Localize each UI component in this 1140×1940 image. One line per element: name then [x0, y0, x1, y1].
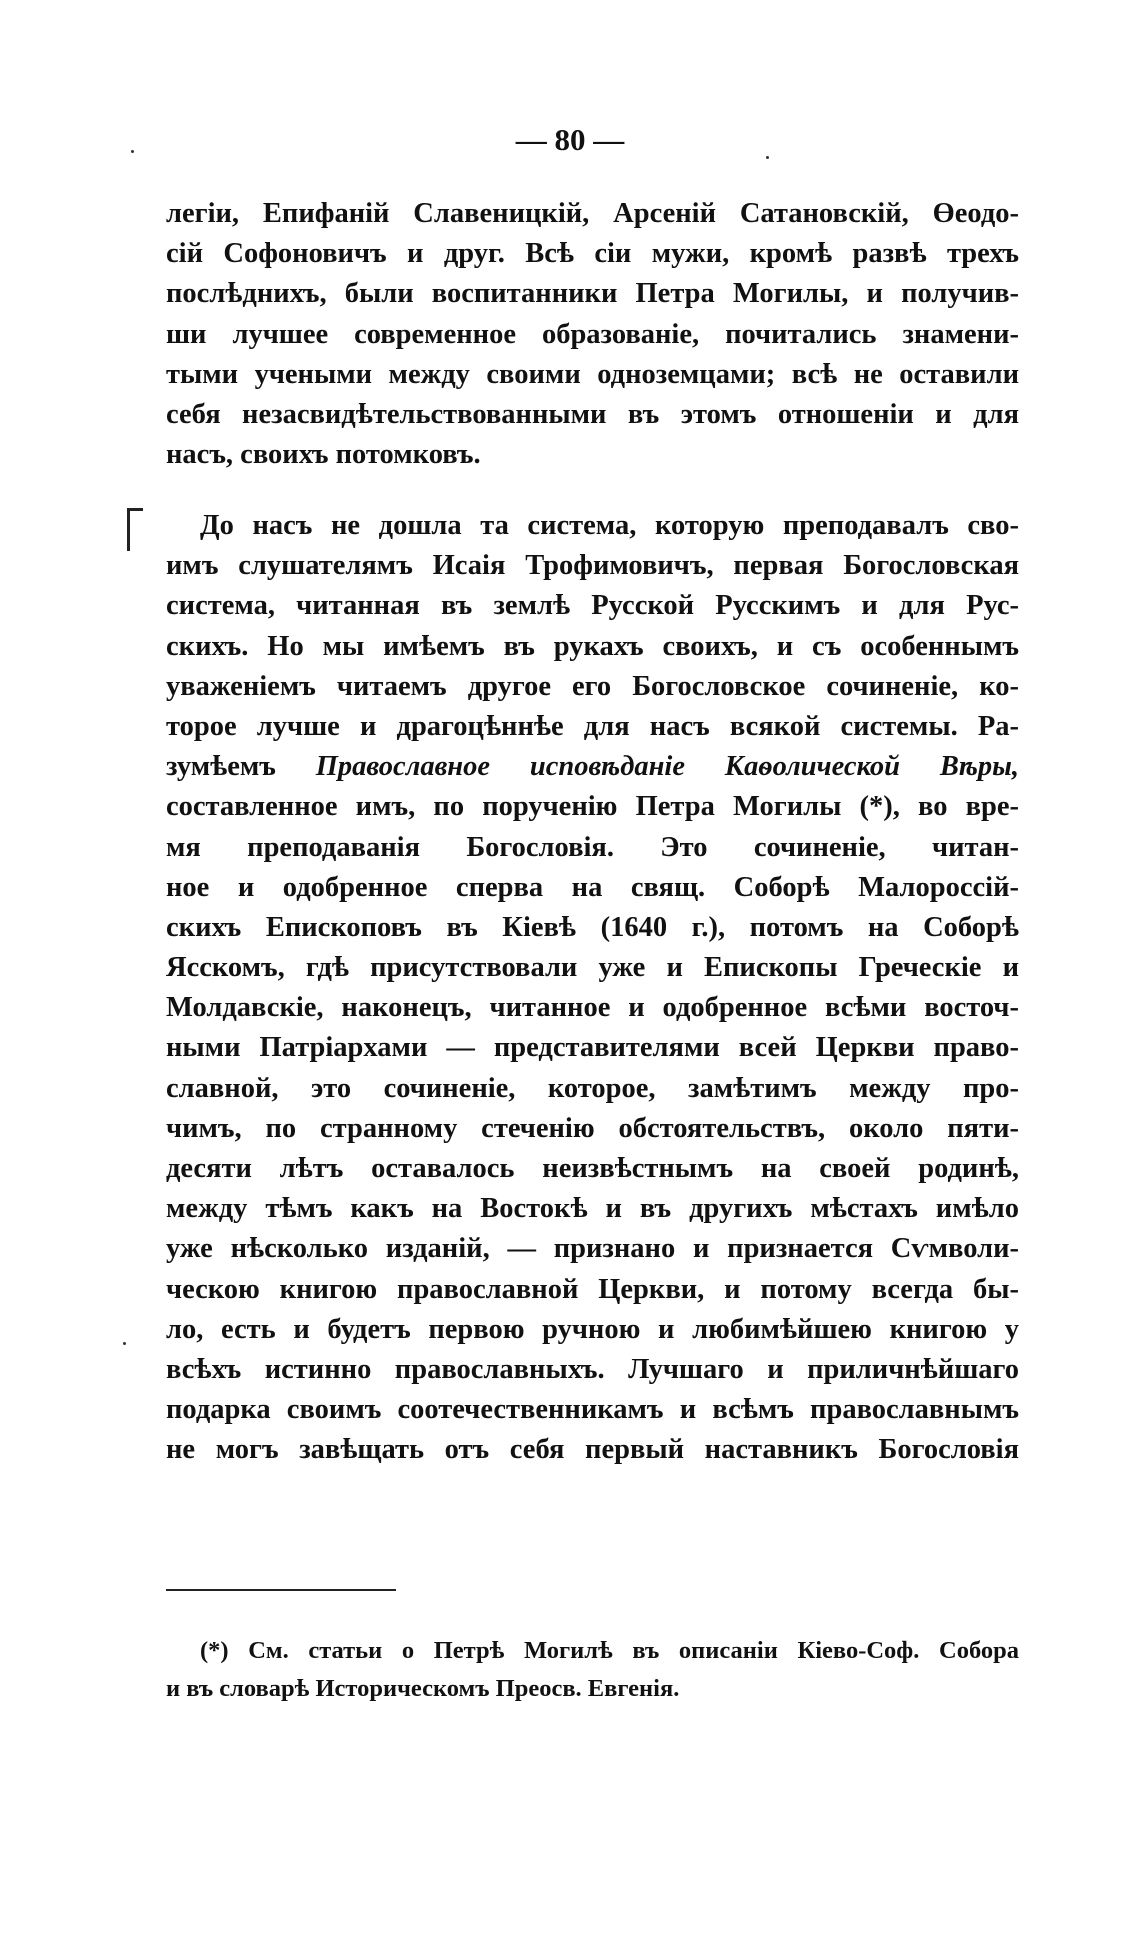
- text-line: имъ слушателямъ Исаія Трофимовичъ, первая Богословская: [166, 550, 1019, 582]
- text-line: составленное имъ, по порученію Петра Могилы (*), во вре-: [166, 791, 1019, 823]
- paragraph-rest: [166, 787, 1019, 1470]
- footnote: [166, 1632, 1019, 1708]
- text-line: Ясскомъ, гдѣ присутствовали уже и Епископы Греческіе и: [166, 952, 1019, 984]
- text-line: уже нѣсколько изданій, — признано и признается Сѵмволи-: [166, 1233, 1019, 1265]
- footnote-line: и въ словарѣ Историческомъ Преосв. Евгенія.: [166, 1675, 680, 1702]
- paragraph-main: [166, 506, 1019, 1471]
- text-line: торое лучше и драгоцѣннѣе для насъ всякой системы. Ра-: [166, 710, 1019, 742]
- text-line: насъ, своихъ потомковъ.: [166, 439, 481, 471]
- text-line: послѣднихъ, были воспитанники Петра Могилы, и получив-: [166, 278, 1019, 310]
- margin-bracket-mark: [127, 508, 143, 551]
- page-number: — 80 —: [515, 122, 625, 157]
- italic-book-title: Православное исповѣданіе Каѳолической Вѣры,: [315, 751, 1019, 783]
- footnote-line: (*) См. статьи о Петрѣ Могилѣ въ описаніи Кіево-Соф. Собора: [200, 1637, 1019, 1664]
- text-line: подарка своимъ соотечественникамъ и всѣмъ православнымъ: [166, 1394, 1019, 1426]
- text-line: ческою книгою православной Церкви, и потому всегда бы-: [166, 1273, 1019, 1305]
- text-line: не могъ завѣщать отъ себя первый наставникъ Богословія: [166, 1434, 1019, 1466]
- text-line: десяти лѣтъ оставалось неизвѣстнымъ на своей родинѣ,: [166, 1153, 1019, 1184]
- text-line: До насъ не дошла та система, которую преподавалъ сво-: [200, 510, 1019, 541]
- text-line-with-title: [166, 747, 1019, 787]
- text-line: чимъ, по странному стеченію обстоятельствъ, около пяти-: [166, 1112, 1019, 1144]
- text-segment: зумѣемъ: [166, 751, 276, 783]
- text-line: скихъ. Но мы имѣемъ въ рукахъ своихъ, и съ особеннымъ: [166, 630, 1019, 662]
- text-line: всѣхъ истинно православныхъ. Лучшаго и приличнѣйшаго: [166, 1353, 1019, 1385]
- text-line: уваженіемъ читаемъ другое его Богословское сочиненіе, ко-: [166, 670, 1019, 702]
- text-line: мя преподаванія Богословія. Это сочиненіе, читан-: [166, 831, 1019, 863]
- text-line: славной, это сочиненіе, которое, замѣтимъ между про-: [166, 1072, 1019, 1104]
- print-speck: [766, 156, 769, 159]
- paragraph-continuation: [166, 194, 1019, 475]
- text-line: легіи, Епифаній Славеницкій, Арсеній Сатановскій, Өеодо-: [166, 198, 1019, 229]
- print-speck: [123, 1342, 126, 1345]
- text-line: Молдавскіе, наконецъ, читанное и одобренное всѣми восточ-: [166, 992, 1019, 1024]
- text-line: сій Софоновичъ и друг. Всѣ сіи мужи, кромѣ развѣ трехъ: [166, 238, 1019, 270]
- text-line: система, читанная въ землѣ Русской Русскимъ и для Рус-: [166, 590, 1019, 622]
- text-line: ши лучшее современное образованіе, почитались знамени-: [166, 318, 1019, 350]
- text-line: ными Патріархами — представителями всей Церкви право-: [166, 1032, 1019, 1064]
- text-line: ло, есть и будетъ первою ручною и любимѣйшею книгою у: [166, 1313, 1019, 1345]
- text-line: ное и одобренное сперва на свящ. Соборѣ Малороссій-: [166, 871, 1019, 903]
- footnote-divider: [166, 1589, 396, 1591]
- text-line: между тѣмъ какъ на Востокѣ и въ другихъ мѣстахъ имѣло: [166, 1193, 1019, 1225]
- text-line: тыми учеными между своими одноземцами; всѣ не оставили: [166, 358, 1019, 390]
- text-line: скихъ Епископовъ въ Кіевѣ (1640 г.), потомъ на Соборѣ: [166, 911, 1019, 943]
- text-line: себя незасвидѣтельствованными въ этомъ отношеніи и для: [166, 398, 1019, 430]
- print-speck: [131, 150, 134, 153]
